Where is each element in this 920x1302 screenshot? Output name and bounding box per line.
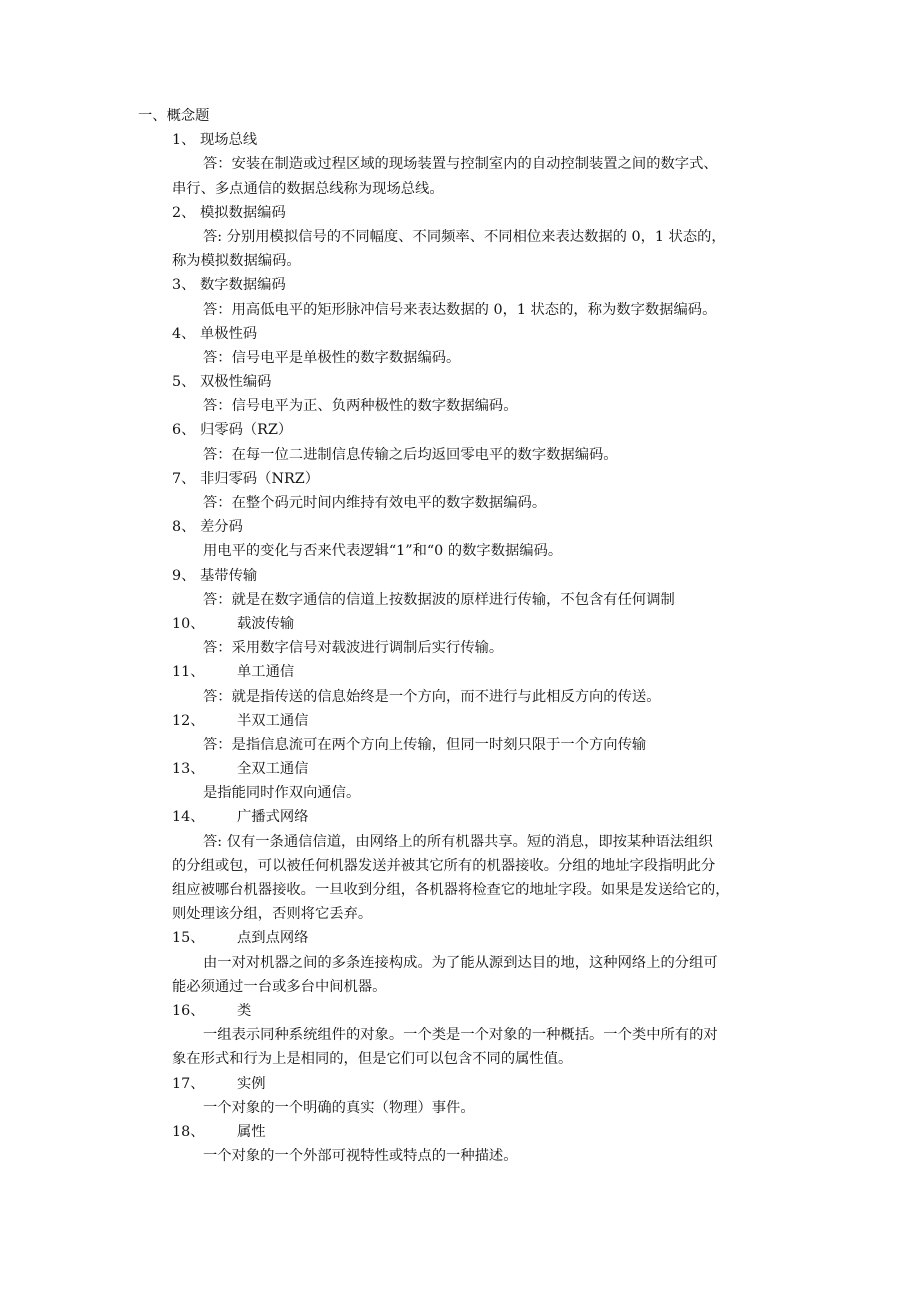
concept-number: 12、 <box>172 712 205 729</box>
concept-term-label: 非归零码（NRZ） <box>200 470 319 487</box>
concept-number: 3、 <box>172 277 196 294</box>
concept-list <box>0 128 920 1168</box>
concept-term <box>0 660 920 684</box>
concept-term <box>0 926 920 950</box>
concept-definition: 一个对象的一个明确的真实（物理）事件。 <box>203 1099 475 1116</box>
concept-definition: 一个对象的一个外部可视特性或特点的一种描述。 <box>203 1148 518 1165</box>
concept-definition: 答：信号电平是单极性的数字数据编码。 <box>203 349 461 366</box>
concept-definition-continued: 则处理该分组，否则将它丢弃。 <box>172 906 373 923</box>
concept-term-label: 模拟数据编码 <box>200 204 286 221</box>
concept-number: 4、 <box>172 325 196 342</box>
concept-term-label: 基带传输 <box>200 567 258 584</box>
concept-term-label: 半双工通信 <box>237 712 309 729</box>
document-page <box>0 104 920 1168</box>
concept-definition: 答: 分别用模拟信号的不同幅度、不同频率、不同相位来表达数据的 0，1 状态的， <box>203 228 726 245</box>
concept-definition: 答：信号电平为正、负两种极性的数字数据编码。 <box>203 398 518 415</box>
concept-term <box>0 805 920 829</box>
concept-term-label: 差分码 <box>200 519 243 536</box>
concept-definition: 答：安装在制造或过程区域的现场装置与控制室内的自动控制装置之间的数字式、 <box>203 156 718 173</box>
concept-term <box>0 467 920 491</box>
concept-number: 9、 <box>172 567 196 584</box>
concept-term <box>0 273 920 297</box>
concept-term <box>0 418 920 442</box>
concept-term <box>0 1072 920 1096</box>
concept-number: 8、 <box>172 519 196 536</box>
concept-definition: 答：在每一位二进制信息传输之后均返回零电平的数字数据编码。 <box>203 446 618 463</box>
concept-term <box>0 757 920 781</box>
concept-term-label: 单工通信 <box>237 664 295 681</box>
concept-term-label: 点到点网络 <box>237 930 309 947</box>
concept-definition: 一组表示同种系统组件的对象。一个类是一个对象的一种概括。一个类中所有的对 <box>203 1027 718 1044</box>
concept-number: 18、 <box>172 1123 205 1140</box>
concept-number: 15、 <box>172 930 205 947</box>
concept-term-label: 属性 <box>237 1123 266 1140</box>
concept-term <box>0 515 920 539</box>
concept-term <box>0 612 920 636</box>
concept-definition: 答：就是在数字通信的信道上按数据波的原样进行传输，不包含有任何调制 <box>203 591 675 608</box>
concept-definition-continued: 称为模拟数据编码。 <box>172 253 301 270</box>
concept-term <box>0 128 920 152</box>
concept-number: 13、 <box>172 761 205 778</box>
concept-definition: 是指能同时作双向通信。 <box>203 785 361 802</box>
concept-term <box>0 999 920 1023</box>
concept-term <box>0 370 920 394</box>
concept-number: 7、 <box>172 470 196 487</box>
concept-number: 5、 <box>172 374 196 391</box>
concept-definition-continued: 能必须通过一台或多台中间机器。 <box>172 978 387 995</box>
concept-term <box>0 1120 920 1144</box>
concept-definition: 答：在整个码元时间内维持有效电平的数字数据编码。 <box>203 495 547 511</box>
concept-term-label: 现场总线 <box>200 132 258 149</box>
concept-number: 10、 <box>172 615 205 632</box>
concept-term-label: 归零码（RZ） <box>200 422 293 439</box>
concept-term-label: 双极性编码 <box>200 374 272 391</box>
concept-number: 2、 <box>172 204 196 221</box>
concept-term-label: 类 <box>237 1002 252 1019</box>
concept-definition: 由一对对机器之间的多条连接构成。为了能从源到达目的地，这种网络上的分组可 <box>203 954 718 971</box>
concept-term-label: 实例 <box>237 1075 266 1092</box>
concept-number: 16、 <box>172 1002 205 1019</box>
concept-definition: 答：采用数字信号对载波进行调制后实行传输。 <box>203 640 504 657</box>
section-title: 一、概念题 <box>138 108 210 124</box>
concept-term-label: 载波传输 <box>237 615 295 632</box>
concept-term <box>0 709 920 733</box>
concept-definition-continued: 组应被哪台机器接收。一旦收到分组，各机器将检查它的地址字段。如果是发送给它的， <box>172 882 730 898</box>
concept-number: 1、 <box>172 132 196 149</box>
concept-term-label: 全双工通信 <box>237 761 309 778</box>
concept-definition: 答: 仅有一条通信信道，由网络上的所有机器共享。短的消息，即按某种语法组织 <box>203 833 713 850</box>
concept-term <box>0 322 920 346</box>
concept-number: 11、 <box>172 664 205 681</box>
concept-number: 17、 <box>172 1075 205 1092</box>
concept-definition: 用电平的变化与否来代表逻辑“1”和“0 的数字数据编码。 <box>203 543 563 560</box>
concept-definition-continued: 串行、多点通信的数据总线称为现场总线。 <box>172 180 444 197</box>
concept-term-label: 单极性码 <box>200 325 258 342</box>
concept-definition: 答：就是指传送的信息始终是一个方向，而不进行与此相反方向的传送。 <box>203 688 661 705</box>
concept-term-label: 数字数据编码 <box>200 277 286 294</box>
concept-term <box>0 201 920 225</box>
concept-definition-continued: 象在形式和行为上是相同的，但是它们可以包含不同的属性值。 <box>172 1051 573 1068</box>
concept-definition-continued: 的分组或包，可以被任何机器发送并被其它所有的机器接收。分组的地址字段指明此分 <box>172 857 716 874</box>
concept-definition: 答：是指信息流可在两个方向上传输，但同一时刻只限于一个方向传输 <box>203 736 647 753</box>
concept-term-label: 广播式网络 <box>237 809 309 826</box>
concept-number: 6、 <box>172 422 196 439</box>
concept-definition: 答：用高低电平的矩形脉冲信号来表达数据的 0，1 状态的，称为数字数据编码。 <box>203 301 717 318</box>
concept-number: 14、 <box>172 809 205 826</box>
concept-term <box>0 564 920 588</box>
